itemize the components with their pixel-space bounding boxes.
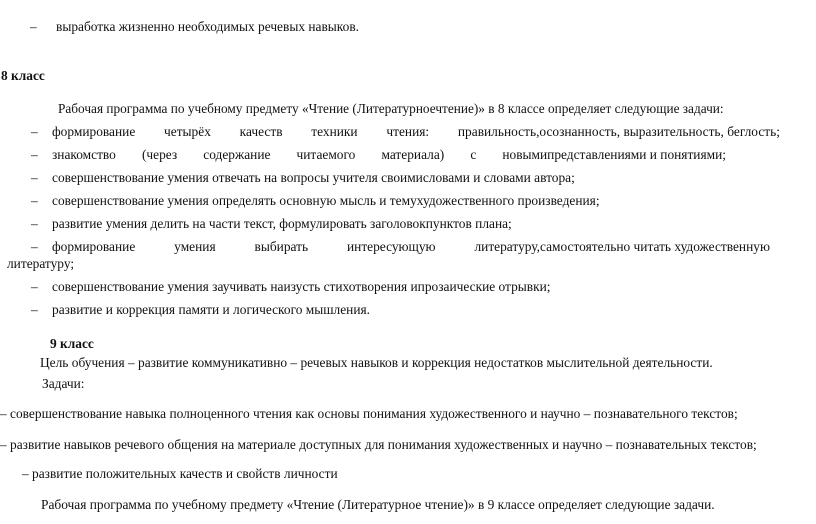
grade8-item-dash: – bbox=[31, 279, 38, 294]
word: знакомство bbox=[52, 147, 116, 162]
intro-dash: – bbox=[30, 19, 37, 34]
grade8-item-6-continuation: литературу; bbox=[7, 256, 75, 271]
word: новымипредставлениями и понятиями; bbox=[502, 147, 726, 162]
word: литературу,самостоятельно читать художественную bbox=[474, 239, 770, 254]
grade8-item-dash: – bbox=[31, 170, 38, 185]
word: (через bbox=[141, 147, 178, 162]
grade8-item-dash: – bbox=[31, 216, 38, 231]
grade9-goal: Цель обучения – развитие коммуникативно – речевых навыков и коррекция недостатков мыслительной деятельности. bbox=[40, 355, 713, 370]
grade9-task-1: – совершенствование навыка полноценного чтения как основы понимания художественного и научно – познавательного текстов; bbox=[0, 406, 738, 421]
grade9-closing: Рабочая программа по учебному предмету «Чтение (Литературное чтение)» в 9 классе определяет следующие задачи. bbox=[41, 497, 715, 512]
grade8-item-6 bbox=[52, 239, 770, 255]
word: содержание bbox=[203, 147, 271, 162]
grade9-task-3: – развитие положительных качеств и свойств личности bbox=[22, 466, 338, 481]
grade9-heading: 9 класс bbox=[50, 336, 94, 351]
grade8-intro: Рабочая программа по учебному предмету «Чтение (Литературноечтение)» в 8 классе определяет следующие задачи: bbox=[58, 101, 724, 116]
grade8-item-dash: – bbox=[31, 147, 38, 162]
grade9-task-2: – развитие навыков речевого общения на материале доступных для понимания художественных и научно – познавательных текстов; bbox=[0, 437, 757, 452]
word: читаемого bbox=[296, 147, 356, 162]
grade8-item-dash: – bbox=[31, 239, 38, 254]
word: правильность,осознанность, выразительность, беглость; bbox=[457, 124, 780, 139]
word: с bbox=[470, 147, 477, 162]
grade8-item-dash: – bbox=[31, 302, 38, 317]
grade8-item-1 bbox=[52, 124, 780, 140]
grade8-heading: 8 класс bbox=[1, 68, 45, 83]
word: техники bbox=[311, 124, 358, 139]
word: умения bbox=[174, 239, 216, 254]
grade8-item-4: совершенствование умения определять основную мысль и темухудожественного произведения; bbox=[52, 193, 600, 208]
grade8-item-5: развитие умения делить на части текст, формулировать заголовокпунктов плана; bbox=[52, 216, 512, 231]
word: материала) bbox=[381, 147, 445, 162]
word: выбирать bbox=[254, 239, 309, 254]
word: интересующую bbox=[346, 239, 436, 254]
grade9-tasks-label: Задачи: bbox=[42, 376, 85, 391]
grade8-item-7: совершенствование умения заучивать наизусть стихотворения ипрозаические отрывки; bbox=[52, 279, 551, 294]
word: формирование bbox=[52, 239, 136, 254]
intro-line-text: выработка жизненно необходимых речевых навыков. bbox=[56, 19, 359, 34]
word: четырёх bbox=[164, 124, 211, 139]
grade8-item-dash: – bbox=[31, 124, 38, 139]
grade8-item-8: развитие и коррекция памяти и логического мышления. bbox=[52, 302, 371, 317]
grade8-item-2 bbox=[52, 147, 726, 163]
word: качеств bbox=[239, 124, 283, 139]
grade8-item-dash: – bbox=[31, 193, 38, 208]
word: чтения: bbox=[386, 124, 430, 139]
word: формирование bbox=[52, 124, 136, 139]
grade8-item-3: совершенствование умения отвечать на вопросы учителя своимисловами и словами автора; bbox=[52, 170, 575, 185]
